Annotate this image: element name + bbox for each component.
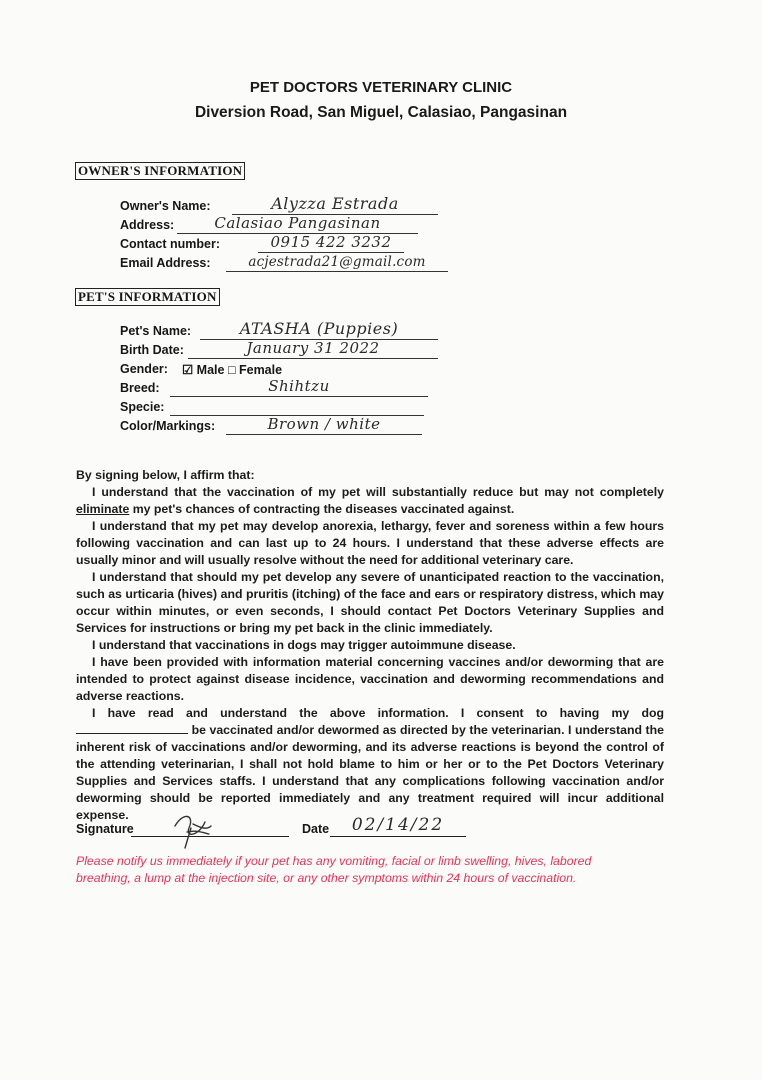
- owner-address-label: Address:: [120, 218, 175, 232]
- owner-contact-value: 0915 422 3232: [270, 233, 392, 251]
- date-label: Date: [302, 822, 330, 836]
- consent-intro: By signing below, I affirm that:: [76, 468, 255, 482]
- pet-specie-label: Specie:: [120, 400, 165, 414]
- pet-gender-label: Gender:: [120, 362, 168, 376]
- owner-name-field[interactable]: [232, 194, 438, 215]
- owner-email-row: [120, 254, 450, 272]
- pet-breed-row: [120, 379, 430, 397]
- owner-address-field[interactable]: [177, 216, 418, 234]
- post-vaccination-note: Please notify us immediately if your pet has any vomiting, facial or limb swelling, hives, labored breathing, a lump at the injection site, or any other symptoms within 24 hours of vaccination.: [76, 854, 592, 885]
- owner-address-value: Calasiao Pangasinan: [214, 214, 381, 232]
- pet-info-heading: PET'S INFORMATION: [75, 288, 220, 306]
- pet-specie-field[interactable]: [170, 398, 424, 416]
- pet-specie-row: [120, 398, 426, 416]
- pet-gender-options: [182, 362, 282, 377]
- pet-birth-value: January 31 2022: [246, 339, 380, 357]
- owner-name-row: [120, 194, 440, 215]
- pet-gender-row: [120, 360, 440, 378]
- gender-female-checkbox[interactable]: □ Female: [227, 363, 283, 377]
- signature-row: [76, 815, 676, 842]
- pet-name-row: [120, 319, 440, 340]
- pet-color-label: Color/Markings:: [120, 419, 216, 433]
- date-field[interactable]: [330, 815, 466, 837]
- pet-breed-label: Breed:: [120, 381, 160, 395]
- consent-paragraph-4: I understand that vaccinations in dogs may trigger autoimmune disease.: [92, 638, 516, 652]
- pet-birth-field[interactable]: [188, 341, 438, 359]
- pet-color-row: [120, 417, 426, 435]
- pet-name-label: Pet's Name:: [120, 324, 192, 338]
- pet-breed-field[interactable]: [170, 379, 428, 397]
- owner-email-field[interactable]: [226, 254, 448, 272]
- consent-text: [76, 467, 664, 824]
- pet-birth-label: Birth Date:: [120, 343, 184, 357]
- signature-label: Signature: [76, 822, 134, 836]
- owner-name-label: Owner's Name:: [120, 199, 211, 213]
- signature-field[interactable]: [131, 818, 289, 837]
- date-value: 02/14/22: [351, 815, 445, 835]
- owner-name-value: Alyzza Estrada: [271, 194, 399, 213]
- pet-breed-value: Shihtzu: [268, 377, 330, 395]
- consent-paragraph-5: I have been provided with information material concerning vaccines and/or deworming that are intended to protect against disease incidence, vaccination and deworming recommendations and adverse reactions.: [76, 655, 664, 703]
- owner-contact-label: Contact number:: [120, 237, 220, 251]
- owner-contact-row: [120, 235, 420, 253]
- pet-color-field[interactable]: [226, 417, 422, 435]
- gender-male-checkbox[interactable]: ☑ Male: [182, 363, 225, 377]
- clinic-address: Diversion Road, San Miguel, Calasiao, Pangasinan: [194, 104, 568, 121]
- owner-email-label: Email Address:: [120, 256, 211, 270]
- dog-name-blank[interactable]: [76, 722, 188, 734]
- handwritten-signature: [165, 808, 225, 850]
- pet-name-field[interactable]: [200, 319, 438, 340]
- pet-birth-row: [120, 341, 440, 359]
- consent-paragraph-2: I understand that my pet may develop anorexia, lethargy, fever and soreness within a few hours following vaccination and can last up to 24 hours. I understand that these adverse effects are usually minor and will usually resolve without the need for additional veterinary care.: [76, 519, 664, 567]
- owner-info-heading: OWNER'S INFORMATION: [75, 162, 245, 180]
- owner-address-row: [120, 216, 420, 234]
- consent-paragraph-6: I have read and understand the above information. I consent to having my dog be vaccinated and/or dewormed as directed by the veterinarian. I understand the inherent risk of vaccinations and/or deworming, and its adverse reactions is beyond the control of the attending veterinarian, I shall not hold blame to him or her or to the Pet Doctors Veterinary Supplies and Services staffs. I understand that any complications following vaccination and/or deworming should be reported immediately and any treatment required will incur additional expense.: [76, 706, 664, 822]
- pet-color-value: Brown / white: [267, 415, 381, 433]
- owner-email-value: acjestrada21@gmail.com: [248, 254, 426, 270]
- consent-paragraph-1: I understand that the vaccination of my pet will substantially reduce but may not completely eliminate my pet's chances of contracting the diseases vaccinated against.: [76, 485, 664, 516]
- owner-contact-field[interactable]: [258, 235, 404, 253]
- clinic-name: PET DOCTORS VETERINARY CLINIC: [249, 79, 513, 96]
- consent-paragraph-3: I understand that should my pet develop any severe of unanticipated reaction to the vaccination, such as urticaria (hives) and pruritis (itching) of the face and ears or respiratory distress, which may occur within minutes, or even seconds, I should contact Pet Doctors Veterinary Supplies and Services for instructions or bring my pet back in the clinic immediately.: [76, 570, 664, 635]
- pet-name-value: ATASHA (Puppies): [239, 319, 399, 338]
